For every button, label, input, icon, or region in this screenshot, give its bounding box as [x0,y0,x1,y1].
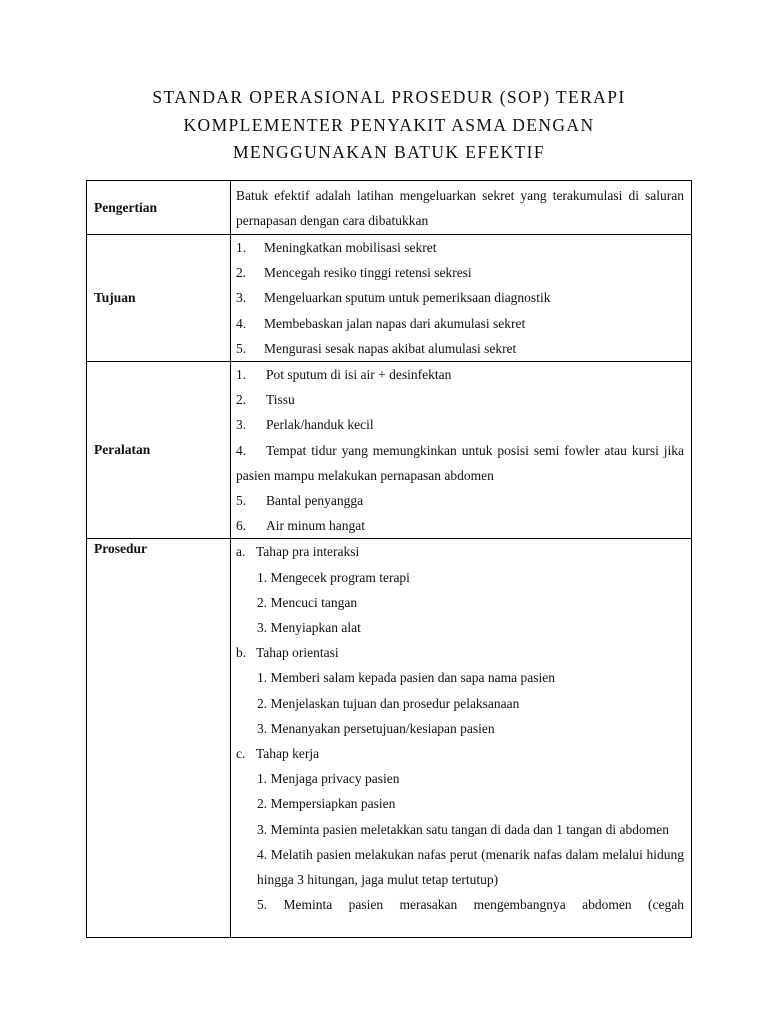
step-item: 2. Menjelaskan tujuan dan prosedur pelaksanaan [257,695,520,711]
stage-title: Tahap kerja [256,746,320,762]
stage-title: Tahap pra interaksi [256,544,360,560]
list-item [236,235,684,260]
item-text: Meningkatkan mobilisasi sekret [264,240,437,255]
item-number: 4. [236,315,247,331]
item-number: 1. [236,240,247,255]
list-item [236,412,684,437]
list-item [236,488,684,513]
list-item [236,362,684,387]
step-item: 1. Menjaga privacy pasien [257,771,400,787]
item-number: 3. [236,290,247,306]
label-pengertian: Pengertian [87,181,231,235]
item-text: Perlak/handuk kecil [266,417,374,433]
content-tujuan [231,235,692,362]
list-item [236,387,684,412]
item-number: 2. [236,265,247,281]
label-peralatan: Peralatan [87,362,231,539]
step-item: 3. Menyiapkan alat [257,620,361,636]
stage-letter: c. [236,746,246,762]
stage-heading [236,640,684,665]
stage-title: Tahap orientasi [256,645,339,661]
item-number: 2. [236,392,247,408]
item-text: Bantal penyangga [266,493,364,509]
stage-heading [236,539,684,564]
stage-letter: b. [236,645,247,661]
row-tujuan [87,235,692,362]
content-prosedur [231,539,692,938]
list-item [236,285,684,310]
row-pengertian [87,181,692,235]
list-item [236,336,684,361]
item-number: 4. [236,442,247,458]
item-text: Air minum hangat [266,518,365,534]
title-line-1: STANDAR OPERASIONAL PROSEDUR (SOP) TERAPI [152,87,626,107]
row-peralatan [87,362,692,539]
item-number: 6. [236,518,247,534]
item-text: Mengeluarkan sputum untuk pemeriksaan diagnostik [264,290,551,306]
content-pengertian [231,181,692,235]
step-item: 1. Mengecek program terapi [257,569,410,585]
step-item: 5. Meminta pasien merasakan mengembangnya abdomen (cegah [257,897,684,913]
content-peralatan [231,362,692,539]
item-number: 5. [236,493,247,509]
step-item: 3. Meminta pasien meletakkan satu tangan di dada dan 1 tangan di abdomen [257,821,670,837]
item-text: Tempat tidur yang memungkinkan untuk posisi semi fowler atau kursi jika pasien mampu melakukan pernapasan abdomen [236,442,684,483]
item-number: 3. [236,417,247,433]
step-item: 2. Mempersiapkan pasien [257,796,396,812]
item-text: Mencegah resiko tinggi retensi sekresi [264,265,472,281]
stage-heading [236,741,684,766]
list-item-wrapped [236,438,684,488]
item-number: 5. [236,340,247,356]
step-item: 1. Memberi salam kepada pasien dan sapa nama pasien [257,670,556,686]
step-item: 2. Mencuci tangan [257,594,358,610]
item-text: Membebaskan jalan napas dari akumulasi sekret [264,315,526,331]
document-title [86,84,692,167]
pengertian-text: Batuk efektif adalah latihan mengeluarkan sekret yang terakumulasi di saluran pernapasan dengan cara dibatukkan [236,187,684,228]
title-line-2: KOMPLEMENTER PENYAKIT ASMA DENGAN [183,114,595,135]
row-prosedur [87,539,692,938]
label-tujuan: Tujuan [87,235,231,362]
item-text: Tissu [266,392,295,408]
label-prosedur: Prosedur [87,539,231,938]
stage-letter: a. [236,544,246,560]
title-line-3: MENGGUNAKAN BATUK EFEKTIF [232,142,546,162]
list-item [236,513,684,538]
item-text: Mengurasi sesak napas akibat alumulasi sekret [264,340,517,356]
list-item [236,311,684,336]
list-item [236,260,684,285]
item-number: 1. [236,367,247,383]
sop-table [86,180,692,938]
step-item: 3. Menanyakan persetujuan/kesiapan pasien [257,720,495,736]
step-item: 4. Melatih pasien melakukan nafas perut (menarik nafas dalam melalui hidung hingga 3 hitungan, jaga mulut tetap tertutup) [257,846,684,888]
item-text: Pot sputum di isi air + desinfektan [266,367,452,383]
